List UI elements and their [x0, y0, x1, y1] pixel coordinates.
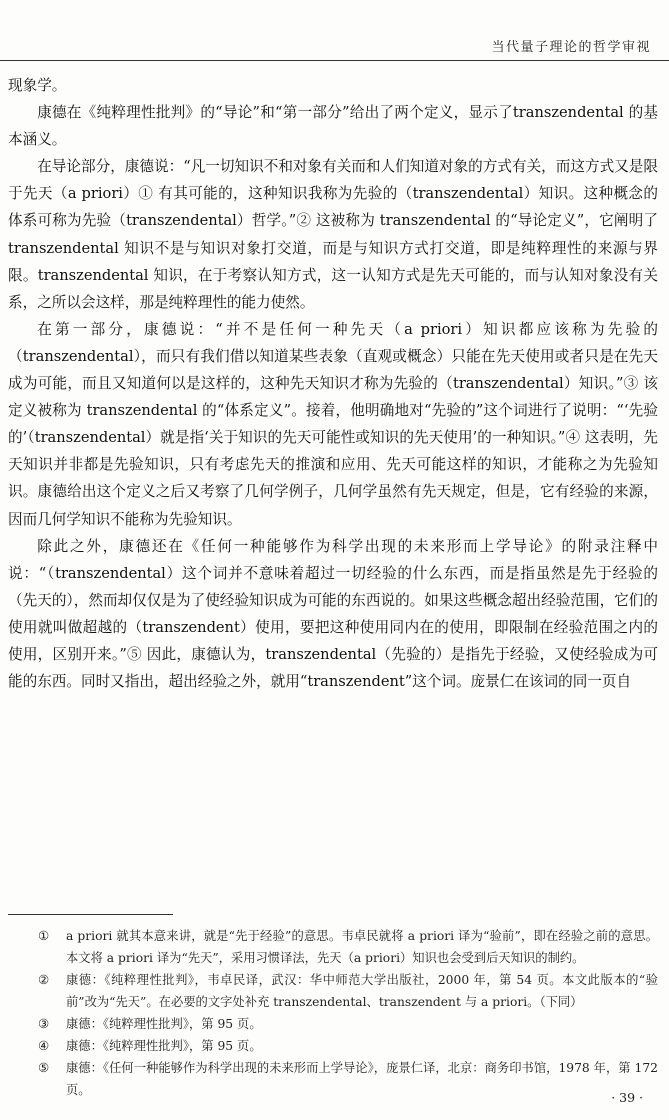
footnote-marker: ③	[38, 1017, 50, 1031]
paragraph: 康德在《纯粹理性批判》的“导论”和“第一部分”给出了两个定义，显示了transzendental 的基本涵义。	[8, 104, 658, 149]
footnote-divider	[8, 914, 173, 915]
footnote-text: 康德：《任何一种能够作为科学出现的未来形而上学导论》，庞景仁译，北京：商务印书馆，1978 年，第 172 页。	[66, 1061, 658, 1097]
footnote	[8, 969, 658, 1013]
footnote-marker: ④	[38, 1039, 50, 1053]
footnote-text: a priori 就其本意来讲，就是“先于经验”的意思。韦卓民就将 a priori 译为“验前”，即在经验之前的意思。本文将 a priori 译为“先天”，采用习惯译法，先天（a priori）知识也会受到后天知识的制约。	[66, 929, 658, 965]
paragraph: 除此之外，康德还在《任何一种能够作为科学出现的未来形而上学导论》的附录注释中说：“（transzendental）这个词并不意味着超过一切经验的什么东西，而是指虽然是先于经验的（先天的），然而却仅仅是为了使经验知识成为可能的东西说的。如果这些概念超出经验范围，它们的使用就叫做超越的（transzendent）使用，要把这种使用同内在的使用，即限制在经验范围之内的使用，区别开来。”⑤ 因此，康德认为，transzendental（先验的）是指先于经验，又使经验成为可能的东西。同时又指出，超出经验之外，就用“transzendent”这个词。庞景仁在该词的同一页自	[8, 537, 658, 691]
footnote	[8, 1035, 658, 1057]
footnote-marker: ⑤	[38, 1061, 50, 1075]
footnote	[8, 1013, 658, 1035]
footnote-text: 康德：《纯粹理性批判》，第 95 页。	[66, 1039, 262, 1053]
footnote-text: 康德：《纯粹理性批判》，第 95 页。	[66, 1017, 262, 1031]
paragraph: 在导论部分，康德说：“凡一切知识不和对象有关而和人们知道对象的方式有关，而这方式又是限于先天（a priori）① 有其可能的，这种知识我称为先验的（transzendental）知识。这种概念的体系可称为先验（transzendental）哲学。”② 这被称为 transzendental 的“导论定义”，它阐明了 transzendental 知识不是与知识对象打交道，而是与知识方式打交道，即是纯粹理性的来源与界限。transzendental 知识，在于考察认知方式，这一认知方式是先天可能的，而与认知对象没有关系，之所以会这样，那是纯粹理性的能力使然。	[8, 158, 658, 311]
footnote-marker: ②	[38, 973, 50, 987]
paragraph: 在第一部分，康德说：“并不是任何一种先天（a priori）知识都应该称为先验的（transzendental），而只有我们借以知道某些表象（直观或概念）只能在先天使用或者只是在先天成为可能，而且又知道何以是这样的，这种先天知识才称为先验的（transzendental）知识。”③ 该定义被称为 transzendental 的“体系定义”。接着，他明确地对“先验的”这个词进行了说明：“‘先验的’（transzendental）就是指‘关于知识的先天可能性或知识的先天使用’的一种知识。”④ 这表明，先天知识并非都是先验知识，只有考虑先天的推演和应用、先天可能这样的知识，才能称之为先验知识。康德给出这个定义之后又考察了几何学例子，几何学虽然有先天规定，但是，它有经验的来源，因而几何学知识不能称为先验知识。	[8, 320, 658, 528]
running-header-title: 当代量子理论的哲学审视	[491, 40, 651, 55]
footnote	[8, 925, 658, 969]
footnote	[8, 1057, 658, 1101]
page-number: · 39 ·	[611, 1090, 643, 1105]
footnotes	[8, 925, 658, 1101]
footnote-text: 康德：《纯粹理性批判》，韦卓民译，武汉：华中师范大学出版社，2000 年，第 54 页。本文此版本的“验前”改为“先天”。在必要的文字处补充 transzendental、transzendent 与 a priori。（下同）	[66, 973, 658, 1009]
footnote-marker: ①	[38, 929, 50, 943]
paragraph-continuation: 现象学。	[8, 77, 67, 94]
running-header	[0, 30, 669, 61]
main-text	[8, 72, 658, 695]
